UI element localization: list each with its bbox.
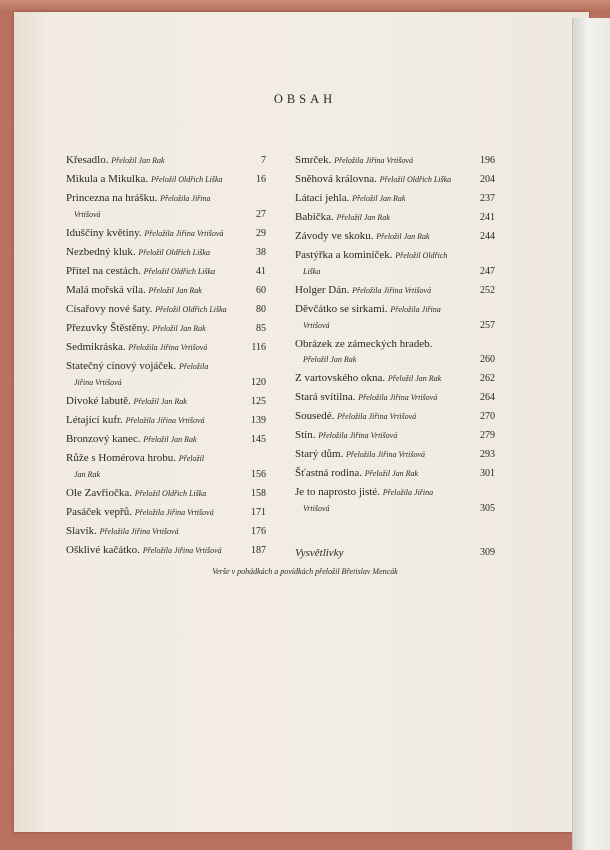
page-number: 264: [480, 392, 495, 403]
translator: Přeložil Jan Rak: [152, 324, 206, 333]
translator: Přeložila Jiřina Vrtišová: [346, 450, 425, 459]
toc-entry: [295, 408, 495, 425]
toc-entry: [66, 320, 266, 337]
toc-entry: [295, 370, 495, 387]
page-number: 252: [480, 285, 495, 296]
translator: Přeložila Jiřina Vrtišová: [358, 393, 438, 402]
translator: Přeložila Jiřina Vrtišová: [128, 343, 208, 352]
toc-entry: [66, 282, 266, 299]
toc-entry: [295, 336, 495, 368]
translator: Přeložil Jan Rak: [143, 435, 197, 444]
translator: Přeložil Jan Rak: [148, 286, 202, 295]
story-title: Císařovy nové šaty.: [66, 303, 153, 315]
page-number: 262: [480, 373, 495, 384]
page-number: 38: [256, 247, 266, 258]
translator: Přeložila Jiřina Vrtišová: [352, 286, 432, 295]
toc-entry: [66, 523, 266, 540]
toc-entry: [66, 152, 266, 169]
page-number: 301: [480, 468, 495, 479]
page-number: 237: [480, 193, 495, 204]
translator: Přeložil Jan Rak: [133, 397, 187, 406]
page-number: 145: [251, 434, 266, 445]
translator: Přeložila Jiřina Vrtišová: [134, 508, 214, 517]
story-title: Divoké labutě.: [66, 395, 131, 407]
toc-entry: [66, 542, 266, 559]
translator: Přeložila Jiřina: [160, 194, 211, 203]
story-title: Je to naprosto jisté.: [295, 486, 380, 498]
story-title: Smrček.: [295, 154, 332, 166]
toc-entry: [66, 244, 266, 261]
story-title: Nezbedný kluk.: [66, 246, 136, 258]
page-number: 125: [251, 396, 266, 407]
toc-entry: [66, 450, 266, 483]
page-number: 116: [251, 342, 266, 353]
toc-entry: [295, 209, 495, 226]
page-number: 85: [256, 323, 266, 334]
story-title: Děvčátko se sirkami.: [295, 303, 388, 315]
translator: Přeložil Jan Rak: [352, 194, 406, 203]
story-title: Ošklivé kačátko.: [66, 544, 140, 556]
page-number: 29: [256, 228, 266, 239]
page-number: 156: [251, 469, 266, 480]
translator-continued: Liška: [303, 267, 321, 276]
story-title: Závody ve skoku.: [295, 230, 374, 242]
toc-entry: [295, 301, 495, 334]
story-title: Princezna na hrášku.: [66, 192, 158, 204]
translator-continued: Vrtišová: [303, 504, 330, 513]
page-number: 187: [251, 545, 266, 556]
translator: Přeložila: [179, 362, 209, 371]
page-number: 60: [256, 285, 266, 296]
page-number: 305: [480, 503, 495, 514]
page-number: 171: [251, 507, 266, 518]
toc-entry: [295, 228, 495, 245]
page-title: OBSAH: [273, 92, 337, 106]
page-number: 293: [480, 449, 495, 460]
translator: Přeložil Oldřich Liška: [379, 175, 452, 184]
story-title: Malá mořská víla.: [66, 284, 146, 296]
translator-continued: Jan Rak: [74, 470, 100, 479]
page-number: 158: [251, 488, 266, 499]
translator: Přeložila Jiřina Vrtišová: [125, 416, 205, 425]
toc-entry: [295, 427, 495, 444]
translator-continued: Přeložil Jan Rak: [303, 355, 357, 364]
translator: Přeložil Oldřich Liška: [155, 305, 227, 314]
page-number: 247: [480, 266, 495, 277]
toc-entry: [66, 485, 266, 502]
footnote: Verše v pohádkách a povídkách přeložil Břetislav Mencák: [212, 567, 398, 576]
notes-title: Vysvětlivky: [295, 547, 344, 559]
toc-entry: [295, 152, 495, 169]
toc-entry: [295, 247, 495, 280]
story-title: Starý dům.: [295, 448, 344, 460]
toc-entry: [295, 484, 495, 517]
translator: Přeložila Jiřina Vrtišová: [144, 229, 224, 238]
toc-entry: [66, 263, 266, 280]
story-title: Pastýřka a kominíček.: [295, 249, 393, 261]
translator: Přeložil Jan Rak: [387, 374, 442, 383]
page-number: 204: [480, 174, 495, 185]
toc-entry: [66, 431, 266, 448]
story-title: Látací jehla.: [295, 192, 350, 204]
toc-entry: [295, 190, 495, 207]
toc-entry: [66, 339, 266, 356]
story-title: Pasáček vepřů.: [66, 506, 132, 518]
toc-entry: [66, 412, 266, 429]
page-number: 27: [256, 209, 266, 220]
page-number: 257: [480, 320, 495, 331]
story-title: Přezuvky Štěstěny.: [66, 322, 150, 334]
story-title: Růže s Homérova hrobu.: [66, 452, 176, 464]
story-title: Létající kufr.: [66, 414, 123, 426]
story-title: Iduščiny květiny.: [66, 227, 142, 239]
story-title: Mikula a Mikulka.: [66, 173, 149, 185]
story-title: Z vartovského okna.: [295, 372, 386, 384]
page-number: 309: [480, 547, 495, 558]
page-number: 241: [480, 212, 495, 223]
story-title: Babička.: [295, 211, 334, 223]
adjacent-sheet: [572, 18, 610, 850]
translator-continued: Jiřina Vrtišová: [74, 378, 122, 387]
toc-entry: [295, 171, 495, 188]
page-number: 80: [256, 304, 266, 315]
page-number: 279: [480, 430, 495, 441]
toc-entry: [295, 446, 495, 463]
toc-entry: [66, 358, 266, 391]
page-number: 120: [251, 377, 266, 388]
translator: Přeložila Jiřina Vrtišová: [334, 156, 414, 165]
page-number: 260: [480, 354, 495, 365]
toc-entry: [66, 190, 266, 223]
translator: Přeložila Jiřina Vrtišová: [99, 527, 179, 536]
story-title: Ole Zavřiočka.: [66, 487, 132, 499]
story-title: Bronzový kanec.: [66, 433, 141, 445]
translator: Přeložil Oldřich Liška: [150, 175, 223, 184]
story-title: Slavík.: [66, 525, 97, 537]
story-title: Holger Dán.: [295, 284, 350, 296]
translator: Přeložil Jan Rak: [336, 213, 390, 222]
page-number: 196: [480, 155, 495, 166]
toc-column-right: [295, 152, 495, 563]
toc-entry: [66, 504, 266, 521]
translator: Přeložila Jiřina: [382, 488, 434, 497]
translator: Přeložila Jiřina Vrtišová: [142, 546, 222, 555]
story-title: Křesadlo.: [66, 154, 109, 166]
story-title: Přítel na cestách.: [66, 265, 141, 277]
story-title: Obrázek ze zámeckých hradeb.: [295, 338, 433, 350]
translator: Přeložila Jiřina: [390, 305, 441, 314]
toc-entry: [66, 393, 266, 410]
translator: Přeložil Jan Rak: [364, 469, 419, 478]
translator: Přeložil Jan Rak: [111, 156, 165, 165]
page-number: 270: [480, 411, 495, 422]
toc-entry: [295, 465, 495, 482]
page-number: 16: [256, 174, 266, 185]
page-number: 244: [480, 231, 495, 242]
translator: Přeložil Jan Rak: [376, 232, 430, 241]
toc-entry: [66, 225, 266, 242]
story-title: Sněhová královna.: [295, 173, 377, 185]
story-title: Sedmikráska.: [66, 341, 126, 353]
translator: Přeložil Oldřich Liška: [143, 267, 216, 276]
translator: Přeložila Jiřina Vrtišová: [337, 412, 417, 421]
translator-continued: Vrtišová: [74, 210, 101, 219]
translator-continued: Vrtišová: [303, 321, 330, 330]
toc-entry: [295, 389, 495, 406]
translator: Přeložil Oldřich: [395, 251, 448, 260]
toc-entry: [66, 171, 266, 188]
page-number: 41: [256, 266, 266, 277]
page-number: 139: [251, 415, 266, 426]
translator: Přeložil Oldřich Liška: [134, 489, 207, 498]
toc-entry-notes: [295, 545, 495, 561]
translator: Přeložil Oldřich Liška: [138, 248, 210, 257]
page-number: 176: [251, 526, 266, 537]
story-title: Šťastná rodina.: [295, 467, 363, 479]
story-title: Stará svítilna.: [295, 391, 356, 403]
toc-entry: [66, 301, 266, 318]
story-title: Stín.: [295, 429, 316, 441]
toc-column-left: [66, 152, 266, 561]
translator: Přeložil: [178, 454, 205, 463]
translator: Přeložila Jiřina Vrtišová: [318, 431, 398, 440]
toc-entry: [295, 282, 495, 299]
story-title: Sousedé.: [295, 410, 335, 422]
page-number: 7: [261, 155, 266, 166]
story-title: Statečný cínový vojáček.: [66, 360, 177, 372]
